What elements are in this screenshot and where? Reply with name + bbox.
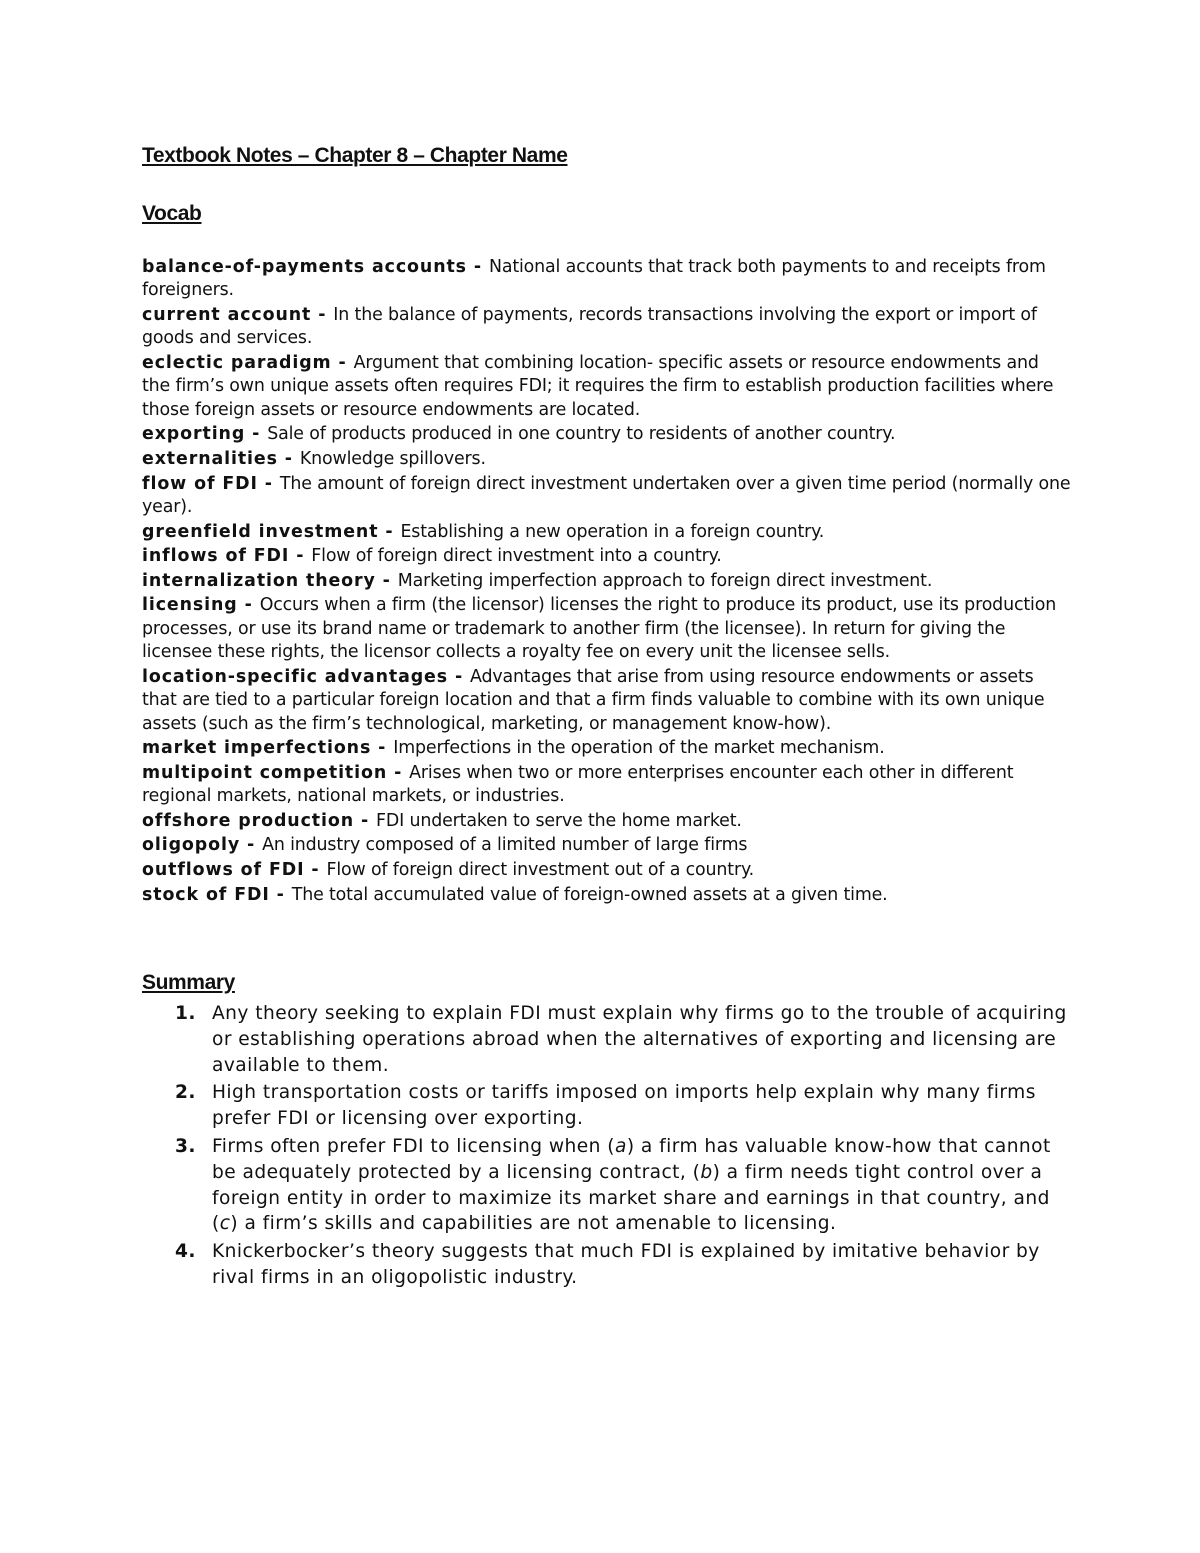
summary-number: 4. — [175, 1241, 196, 1263]
vocab-definition: Flow of foreign direct investment into a country. — [311, 546, 722, 567]
vocab-term: eclectic paradigm - — [142, 353, 354, 373]
vocab-term: exporting - — [142, 424, 268, 445]
vocab-term: internalization theory - — [142, 570, 398, 591]
vocab-entry — [142, 859, 1072, 882]
vocab-definition: Marketing imperfection approach to foreign direct investment. — [397, 570, 933, 591]
vocab-term: inflows of FDI - — [142, 546, 312, 567]
summary-item — [142, 1080, 1072, 1132]
vocab-definition: National accounts that track both payments to and receipts from foreigners. — [142, 257, 1046, 301]
vocab-definition: Advantages that arise from using resource endowments or assets that are tied to a particular foreign location and that a firm finds valuable to combine with its own unique assets (such as the firm’s technological, marketing, or management know-how). — [142, 666, 1045, 734]
vocab-term: location-specific advantages - — [142, 666, 471, 687]
summary-text: Any theory seeking to explain FDI must explain why firms go to the trouble of acquiring or establishing operations abroad when the alternatives of exporting and licensing are available to them. — [212, 1002, 1067, 1076]
vocab-entry — [142, 594, 1072, 664]
vocab-definition: Argument that combining location- specific assets or resource endowments and the firm’s own unique assets often requires FDI; it requires the firm to establish production facilities where those foreign assets or resource endowments are located. — [142, 353, 1054, 420]
vocab-entry — [142, 304, 1072, 351]
summary-text-part: ) a firm needs tight control over a foreign entity in order to maximize its market share and earnings in that country, and ( — [212, 1161, 1050, 1235]
vocab-term: multipoint competition - — [142, 762, 410, 783]
vocab-definition: Imperfections in the operation of the market mechanism. — [393, 738, 885, 759]
summary-heading: Summary — [142, 970, 235, 994]
vocab-definition: An industry composed of a limited number of large firms — [262, 835, 748, 856]
vocab-term: balance-of-payments accounts - — [142, 257, 489, 277]
summary-text — [212, 1136, 1051, 1234]
document-title: Textbook Notes – Chapter 8 – Chapter Name — [142, 144, 568, 167]
summary-text-part: Firms often prefer FDI to licensing when ( — [212, 1135, 615, 1157]
summary-number: 3. — [175, 1135, 196, 1157]
summary-number: 2. — [175, 1082, 196, 1104]
vocab-entry — [142, 834, 1072, 857]
summary-item — [142, 1134, 1072, 1237]
vocab-definition: Arises when two or more enterprises encounter each other in different regional markets, national markets, or industries. — [142, 762, 1014, 807]
vocab-definition: Knowledge spillovers. — [299, 449, 486, 469]
vocab-term: licensing - — [142, 595, 260, 616]
vocab-definition: Occurs when a firm (the licensor) licenses the right to produce its product, use its production processes, or use its brand name or trademark to another firm (the licensee). In return for giving the licensee these rights, the licensor collects a royalty fee on every unit the licensee sells. — [142, 595, 1057, 663]
summary-list — [142, 1001, 1072, 1291]
vocab-entry — [142, 256, 1072, 303]
vocab-entry — [142, 737, 1072, 760]
vocab-definition: In the balance of payments, records transactions involving the export or import of goods and services. — [142, 305, 1037, 349]
vocab-term: stock of FDI - — [142, 884, 292, 905]
vocab-entry — [142, 884, 1072, 907]
vocab-term: market imperfections - — [142, 738, 394, 759]
summary-text: High transportation costs or tariffs imposed on imports help explain why many firms prefer FDI or licensing over exporting. — [212, 1082, 1036, 1130]
vocab-entry — [142, 666, 1072, 736]
summary-item — [142, 1001, 1072, 1078]
vocab-entry — [142, 762, 1072, 809]
summary-number: 1. — [175, 1002, 196, 1024]
vocab-entry — [142, 352, 1072, 422]
vocab-entry — [142, 423, 1072, 446]
vocab-entry — [142, 448, 1072, 471]
vocab-list — [142, 256, 1072, 907]
vocab-term: externalities - — [142, 449, 300, 469]
vocab-entry — [142, 545, 1072, 568]
vocab-term: flow of FDI - — [142, 473, 280, 494]
vocab-definition: The amount of foreign direct investment undertaken over a given time period (normally one year). — [142, 473, 1071, 517]
summary-text-italic: a — [614, 1135, 627, 1157]
vocab-definition: FDI undertaken to serve the home market. — [376, 810, 742, 831]
vocab-definition: Flow of foreign direct investment out of a country. — [326, 859, 754, 880]
summary-text-italic: c — [219, 1213, 231, 1235]
vocab-definition: Sale of products produced in one country to residents of another country. — [267, 424, 896, 445]
vocab-entry — [142, 810, 1072, 833]
summary-text: Knickerbocker’s theory suggests that much FDI is explained by imitative behavior by rival firms in an oligopolistic industry. — [212, 1241, 1040, 1288]
summary-text-part: ) a firm has valuable know-how that cannot be adequately protected by a licensing contract, ( — [212, 1135, 1051, 1183]
vocab-term: greenfield investment - — [142, 521, 401, 542]
vocab-entry — [142, 521, 1072, 544]
vocab-definition: Establishing a new operation in a foreign country. — [400, 521, 825, 542]
vocab-term: offshore production - — [142, 810, 377, 831]
vocab-entry — [142, 473, 1072, 520]
summary-text-part: ) a firm’s skills and capabilities are not amenable to licensing. — [230, 1213, 837, 1235]
document-page — [142, 140, 1072, 1293]
vocab-definition: The total accumulated value of foreign-owned assets at a given time. — [291, 884, 888, 905]
summary-item — [142, 1239, 1072, 1291]
vocab-term: current account - — [142, 305, 334, 325]
vocab-term: outflows of FDI - — [142, 859, 327, 880]
summary-text-italic: b — [700, 1161, 713, 1183]
vocab-term: oligopoly - — [142, 835, 263, 856]
vocab-entry — [142, 570, 1072, 593]
vocab-heading: Vocab — [142, 202, 202, 225]
